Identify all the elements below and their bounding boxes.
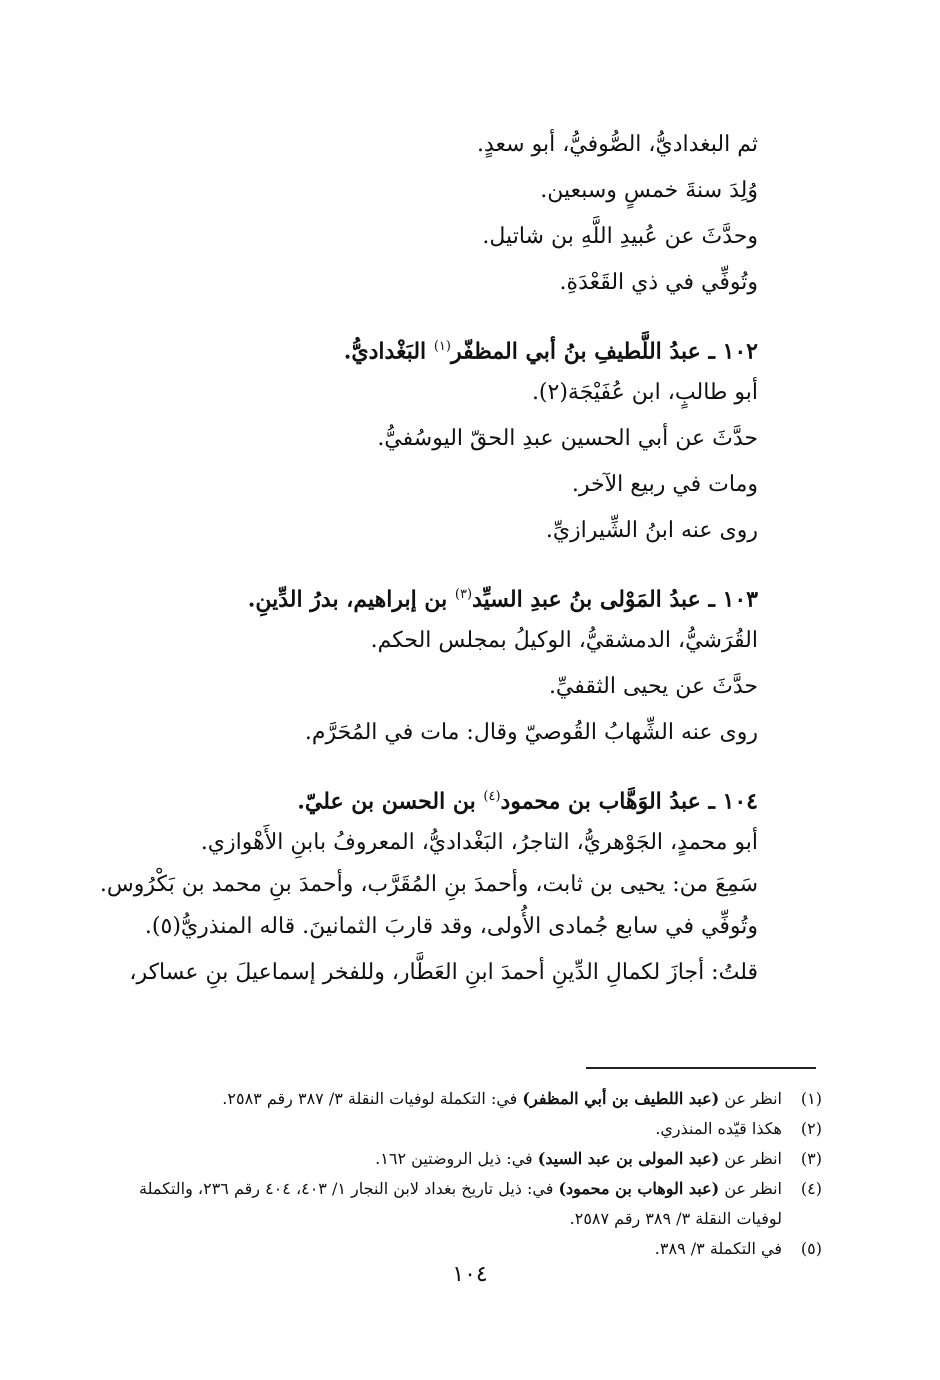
text-line: القُرَشيُّ، الدمشقيُّ، الوكيلُ بمجلس الحكم. [370,628,758,653]
footnote-ref: (٣) [454,587,473,602]
footnote-lead: انظر عن [724,1179,782,1198]
footnote-lead: انظر عن [724,1089,782,1108]
entry-number: ١٠٣ ـ [708,586,758,613]
footnote [122,1174,822,1234]
text-line: وُلِدَ سنةَ خمسٍ وسبعين. [540,178,758,203]
footnotes [122,1084,822,1264]
text-line: حدَّثَ عن أبي الحسين عبدِ الحقّ اليوسُفيُّ. [377,426,758,451]
entry-number: ١٠٤ ـ [708,788,758,815]
footnote-subject: (عبد اللطيف بن أبي المظفر) [522,1089,720,1108]
text-line: روى عنه ابنُ الشِّيرازيِّ. [545,518,758,543]
footnote-subject: (عبد المولى بن عبد السيد) [537,1149,720,1168]
entry-name: عبدُ اللَّطيفِ بنُ أبي المظفّر [450,338,701,365]
footnote-number: (٢) [800,1119,822,1138]
footnote-number: (١) [800,1089,822,1108]
text-line: أبو طالبٍ، ابن عُفَيْجَة(٢). [531,380,758,405]
entry-number: ١٠٢ ـ [708,338,758,365]
entry-name: عبدُ الوَهَّاب بن محمود [500,788,701,815]
footnote [122,1084,822,1114]
text-line: سَمِعَ من: يحيى بن ثابت، وأحمدَ بنِ المُقَرَّب، وأحمدَ بنِ محمد بن بَكْرُوس. [99,872,758,897]
text-line: وتُوفِّي في سابع جُمادى الأُولى، وقد قاربَ الثمانينَ. قاله المنذريُّ(٥). [144,914,758,939]
text-line: حدَّثَ عن يحيى الثقفيِّ. [548,674,758,699]
footnote-ref: (٤) [483,789,501,804]
entry-title-102 [98,324,758,370]
footnote [122,1144,822,1174]
footnote-rest: في: ذيل الروضتين ١٦٢. [375,1149,533,1168]
text-line: وحدَّثَ عن عُبيدِ اللَّهِ بن شاتيل. [482,224,758,249]
main-text [98,122,758,996]
text-line: أبو محمدٍ، الجَوْهريُّ، التاجرُ، البَغْداديُّ، المعروفُ بابنِ الأَهْوازي. [200,830,758,855]
footnote-rest: في: ذيل تاريخ بغداد لابن النجار ١/ ٤٠٣، ٤٠٤ رقم ٢٣٦، والتكملة لوفيات النقلة ٣/ ٣٨٩ رقم ٢٥٨٧. [139,1179,782,1228]
footnote [122,1114,822,1144]
footnote-subject: (عبد الوهاب بن محمود) [558,1179,720,1198]
footnote-rest: هكذا قيّده المنذري. [655,1119,782,1138]
footnote-divider [586,1067,816,1069]
text-line: وتُوفِّي في ذي القَعْدَةِ. [559,270,758,295]
footnote [122,1234,822,1264]
footnote-text [122,1174,782,1234]
entry-suffix: بن إبراهيم، بدرُ الدِّينِ. [247,586,448,613]
footnote-number: (٤) [800,1179,822,1198]
footnote-text [122,1144,782,1174]
entry-title-104 [98,774,758,820]
entry-name: عبدُ المَوْلى بنُ عبدِ السيِّد [472,586,701,613]
footnote-number: (٥) [800,1239,822,1258]
footnote-lead: انظر عن [724,1149,782,1168]
text-line: ومات في ربيع الآخر. [571,472,758,497]
footnote-number: (٣) [800,1149,822,1168]
text-line: ثم البغداديُّ، الصُّوفيُّ، أبو سعدٍ. [477,132,758,157]
text-line: روى عنه الشِّهابُ القُوصيّ وقال: مات في المُحَرَّم. [304,720,758,745]
text-line: قلتُ: أجازَ لكمالِ الدِّينِ أحمدَ ابنِ العَطَّار، وللفخر إسماعيلَ بنِ عساكر، [129,960,758,985]
footnote-rest: في التكملة ٣/ ٣٨٩. [654,1239,782,1258]
entry-title-103 [98,572,758,618]
footnote-text [122,1084,782,1114]
footnote-rest: في: التكملة لوفيات النقلة ٣/ ٣٨٧ رقم ٢٥٨٣. [222,1089,518,1108]
page-number: ١٠٤ [452,1262,488,1287]
footnote-ref: (١) [433,339,451,354]
entry-suffix: بن الحسن بن عليّ. [297,788,476,815]
entry-suffix: البَغْداديُّ. [343,338,427,365]
footnote-text [122,1234,782,1264]
footnote-text [122,1114,782,1144]
